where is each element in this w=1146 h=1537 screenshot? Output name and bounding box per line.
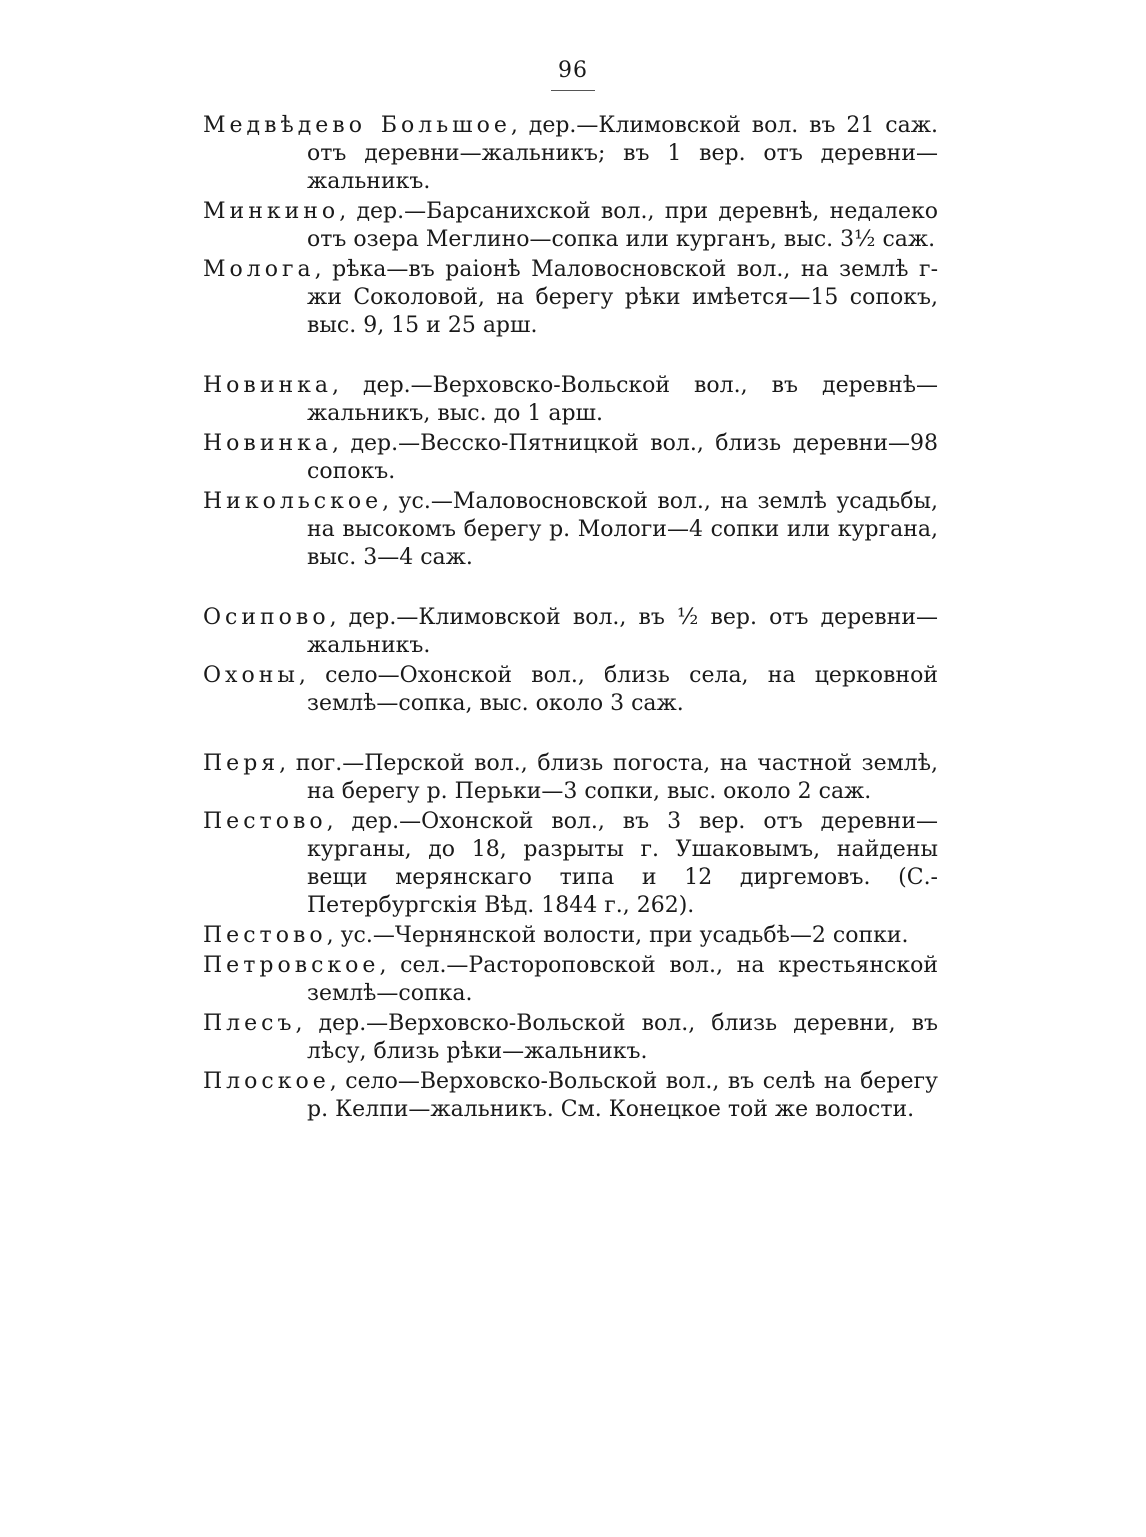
entry-headword: Молога	[203, 257, 315, 282]
entry-text: , рѣка—въ раіонѣ Маловосновской вол., на землѣ г-жи Соколовой, на берегу рѣки имѣется—15 сопокъ, выс. 9, 15 и 25 арш.	[307, 257, 938, 338]
entry-perya	[203, 750, 938, 806]
entry-osipovo	[203, 604, 938, 660]
entry-okhony	[203, 662, 938, 718]
entry-headword: Охоны	[203, 663, 299, 688]
entry-text: , сел.—Растороповской вол., на крестьянской землѣ—сопка.	[307, 953, 938, 1006]
entry-petrovskoe	[203, 952, 938, 1008]
entry-text: , дер.—Охонской вол., въ 3 вер. отъ деревни—курганы, до 18, разрыты г. Ушаковымъ, найдены вещи мерянскаго типа и 12 диргемовъ. (С.-Петербургскія Вѣд. 1844 г., 262).	[307, 809, 938, 918]
entry-text: , дер.—Климовской вол. въ 21 саж. отъ деревни—жальникъ; въ 1 вер. отъ деревни—жальникъ.	[307, 113, 938, 194]
entry-headword: Пестово	[203, 809, 327, 834]
gazetteer-entries	[203, 112, 938, 1126]
entry-headword: Новинка	[203, 373, 333, 398]
entry-headword: Минкино	[203, 199, 340, 224]
entry-headword: Никольское	[203, 489, 383, 514]
entry-text: , дер.—Весско-Пятницкой вол., близь деревни—98 сопокъ.	[307, 431, 938, 484]
entry-text: , пог.—Перской вол., близь погоста, на частной землѣ, на берегу р. Перьки—3 сопки, выс. около 2 саж.	[279, 751, 938, 804]
entry-headword: Осипово	[203, 605, 330, 630]
entry-headword: Пестово	[203, 923, 327, 948]
entry-ples	[203, 1010, 938, 1066]
entry-headword: Медвѣдево Большое	[203, 113, 511, 138]
entry-mologa	[203, 256, 938, 340]
page-number: 96	[558, 58, 588, 83]
entry-pestovo-us	[203, 922, 938, 950]
entry-text: , дер.—Барсанихской вол., при деревнѣ, недалеко отъ озера Меглино—сопка или курганъ, выс. 3½ саж.	[307, 199, 938, 252]
entry-text: , дер.—Климовской вол., въ ½ вер. отъ деревни—жальникъ.	[307, 605, 938, 658]
entry-nikolskoe	[203, 488, 938, 572]
entry-text: , село—Верховско-Вольской вол., въ селѣ на берегу р. Келпи—жальникъ. См. Конецкое той же волости.	[307, 1069, 938, 1122]
entry-text: , дер.—Верховско-Вольской вол., близь деревни, въ лѣсу, близь рѣки—жальникъ.	[295, 1011, 938, 1064]
entry-ploskoe	[203, 1068, 938, 1124]
entry-text: , дер.—Верховско-Вольской вол., въ деревнѣ—жальникъ, выс. до 1 арш.	[307, 373, 938, 426]
entry-headword: Плесъ	[203, 1011, 296, 1036]
entry-headword: Перя	[203, 751, 280, 776]
entry-medvedevo-bolshoe	[203, 112, 938, 196]
entry-novinka-2	[203, 430, 938, 486]
entry-minkino	[203, 198, 938, 254]
entry-pestovo-der	[203, 808, 938, 920]
entry-text: , село—Охонской вол., близь села, на церковной землѣ—сопка, выс. около 3 саж.	[298, 663, 938, 716]
entry-text: , ус.—Чернянской волости, при усадьбѣ—2 сопки.	[326, 923, 909, 948]
entry-novinka-1	[203, 372, 938, 428]
entry-headword: Новинка	[203, 431, 333, 456]
entry-headword: Плоское	[203, 1069, 330, 1094]
entry-headword: Петровское	[203, 953, 380, 978]
page-number-rule	[551, 90, 595, 91]
entry-text: , ус.—Маловосновской вол., на землѣ усадьбы, на высокомъ берегу р. Мологи—4 сопки или кургана, выс. 3—4 саж.	[307, 489, 938, 570]
